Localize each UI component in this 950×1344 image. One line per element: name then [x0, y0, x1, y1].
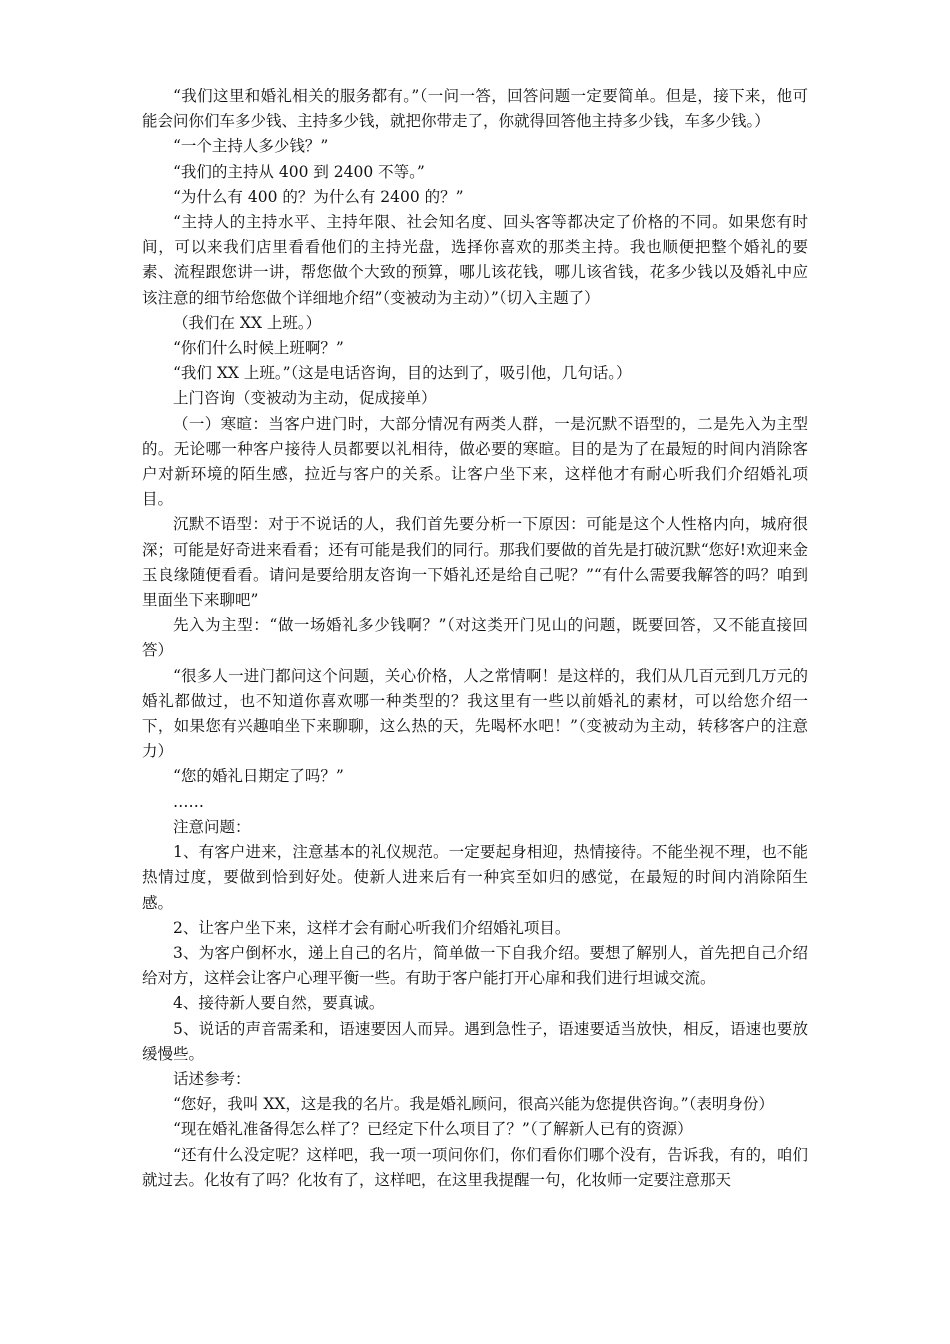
list-item: 5、说话的声音需柔和，语速要因人而异。遇到急性子，语速要适当放快，相反，语速也要放缓慢些。 — [142, 1019, 808, 1063]
section-heading: 话述参考： — [173, 1069, 251, 1088]
list-item: 3、为客户倒杯水，递上自己的名片，简单做一下自我介绍。要想了解别人，首先把自己介绍给对方，这样会让客户心理平衡一些。有助于客户能打开心扉和我们进行坦诚交流。 — [142, 943, 808, 988]
paragraph: “您的婚礼日期定了吗？” — [173, 767, 344, 786]
list-item: 2、让客户坐下来，这样才会有耐心听我们介绍婚礼项目。 — [173, 918, 571, 937]
ellipsis: …… — [173, 792, 204, 811]
paragraph: “我们这里和婚礼相关的服务都有。”（一问一答，回答问题一定要简单。但是，接下来，他可能会问你们车多少钱、主持多少钱，就把你带走了，你就得回答他主持多少钱，车多少钱。） — [142, 87, 808, 131]
paragraph: （我们在 XX 上班。） — [173, 313, 322, 332]
paragraph: 先入为主型：“做一场婚礼多少钱啊？”（对这类开门见山的问题，既要回答，又不能直接回答） — [142, 616, 808, 660]
list-item: 4、接待新人要自然，要真诚。 — [173, 994, 385, 1013]
paragraph: “现在婚礼准备得怎么样了？已经定下什么项目了？”（了解新人已有的资源） — [173, 1120, 693, 1139]
paragraph: “你们什么时候上班啊？” — [173, 339, 344, 358]
section-heading: 注意问题： — [173, 817, 251, 836]
document-page — [142, 84, 808, 1193]
paragraph: “为什么有 400 的？为什么有 2400 的？” — [173, 187, 464, 206]
paragraph: “您好，我叫 XX，这是我的名片。我是婚礼顾问，很高兴能为您提供咨询。”（表明身份） — [173, 1095, 774, 1114]
paragraph: “一个主持人多少钱？” — [173, 137, 329, 156]
paragraph: “我们的主持从 400 到 2400 不等。” — [173, 162, 425, 181]
paragraph: “主持人的主持水平、主持年限、社会知名度、回头客等都决定了价格的不同。如果您有时间，可以来我们店里看看他们的主持光盘，选择你喜欢的那类主持。我也顺便把整个婚礼的要素、流程跟您讲一讲，帮您做个大致的预算，哪儿该花钱，哪儿该省钱，花多少钱以及婚礼中应该注意的细节给您做个详细地介绍”（变被动为主动）”（切入主题了） — [142, 213, 808, 307]
paragraph: “很多人一进门都问这个问题，关心价格，人之常情啊！是这样的，我们从几百元到几万元的婚礼都做过，也不知道你喜欢哪一种类型的？我这里有一些以前婚礼的素材，可以给您介绍一下，如果您有兴趣咱坐下来聊聊，这么热的天，先喝杯水吧！”（变被动为主动，转移客户的注意力） — [142, 666, 808, 761]
section-heading: 上门咨询（变被动为主动，促成接单） — [173, 389, 437, 408]
list-item: 1、有客户进来，注意基本的礼仪规范。一定要起身相迎，热情接待。不能坐视不理，也不能热情过度，要做到恰到好处。使新人进来后有一种宾至如归的感觉，在最短的时间内消除陌生感。 — [142, 843, 808, 912]
paragraph: “还有什么没定呢？这样吧，我一项一项问你们，你们看你们哪个没有，告诉我，有的，咱们就过去。化妆有了吗？化妆有了，这样吧，在这里我提醒一句，化妆师一定要注意那天 — [142, 1145, 808, 1189]
paragraph: “我们 XX 上班。”（这是电话咨询，目的达到了，吸引他，几句话。） — [173, 364, 632, 383]
paragraph: （一）寒暄：当客户进门时，大部分情况有两类人群，一是沉默不语型的，二是先入为主型的。无论哪一种客户接待人员都要以礼相待，做必要的寒暄。目的是为了在最短的时间内消除客户对新环境的陌生感，拉近与客户的关系。让客户坐下来，这样他才有耐心听我们介绍婚礼项目。 — [142, 414, 808, 509]
paragraph: 沉默不语型：对于不说话的人，我们首先要分析一下原因：可能是这个人性格内向，城府很深；可能是好奇进来看看；还有可能是我们的同行。那我们要做的首先是打破沉默“您好!欢迎来金玉良缘随便看看。请问是要给朋友咨询一下婚礼还是给自己呢？”“有什么需要我解答的吗？咱到里面坐下来聊吧” — [142, 515, 808, 610]
